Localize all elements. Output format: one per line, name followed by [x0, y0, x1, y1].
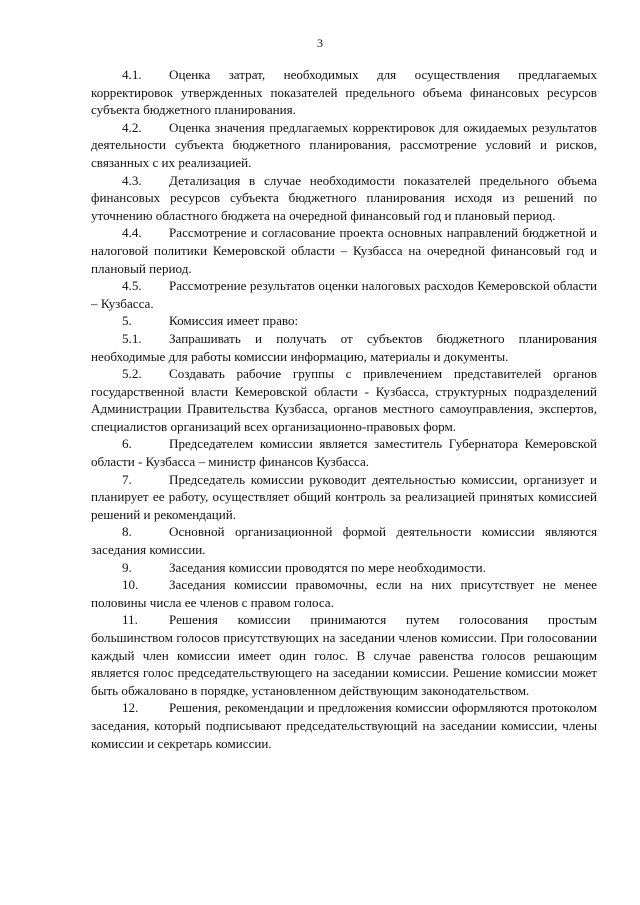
paragraph-4-1 — [91, 66, 597, 119]
paragraph-5-1 — [91, 330, 597, 365]
paragraph-number: 6. — [122, 436, 132, 452]
paragraph-number: 4.2. — [122, 119, 142, 135]
paragraph-text: Комиссия имеет право: — [169, 313, 299, 329]
paragraph-number: 5.2. — [122, 366, 142, 382]
paragraph-number: 5. — [122, 313, 132, 329]
paragraph-6 — [91, 435, 597, 470]
paragraph-number: 11. — [122, 612, 138, 628]
paragraph-text: Рассмотрение результатов оценки налоговых расходов Кемеровской области – Кузбасса. — [91, 278, 597, 311]
paragraph-text: Заседания комиссии проводятся по мере необходимости. — [169, 559, 486, 575]
paragraph-number: 9. — [122, 559, 132, 575]
paragraph-12 — [91, 699, 597, 752]
paragraph-4-4 — [91, 224, 597, 277]
paragraph-number: 12. — [122, 700, 139, 716]
paragraph-text: Решения, рекомендации и предложения комиссии оформляются протоколом заседания, который подписывают председательствующий на заседании комиссии, члены комиссии и секретарь комиссии. — [91, 700, 597, 751]
paragraph-text: Детализация в случае необходимости показателей предельного объема финансовых ресурсов субъекта бюджетного планирования исходя из решений по уточнению областного бюджета на очередной финансовый год и плановый период. — [91, 172, 597, 223]
paragraph-8 — [91, 523, 597, 558]
paragraph-number: 7. — [122, 471, 132, 487]
paragraph-text: Создавать рабочие группы с привлечением представителей органов государственной власти Кемеровской области - Кузбасса, структурных подразделений Администрации Правительства Кузбасса, органов местного самоуправления, экспертов, специалистов организаций всех организационно-правовых форм. — [91, 366, 597, 434]
paragraph-text: Председатель комиссии руководит деятельностью комиссии, организует и планирует ее работу, осуществляет общий контроль за реализацией принятых комиссией решений и рекомендаций. — [91, 471, 597, 522]
paragraph-7 — [91, 471, 597, 524]
paragraph-5 — [91, 312, 597, 330]
paragraph-text: Запрашивать и получать от субъектов бюджетного планирования необходимые для работы комиссии информацию, материалы и документы. — [91, 330, 597, 364]
paragraph-text: Рассмотрение и согласование проекта основных направлений бюджетной и налоговой политики Кемеровской области – Кузбасса на очередной финансовый год и плановый период. — [91, 225, 597, 276]
paragraph-text: Оценка затрат, необходимых для осуществления предлагаемых корректировок утвержденных показателей предельного объема финансовых ресурсов субъекта бюджетного планирования. — [91, 67, 597, 118]
paragraph-number: 4.1. — [122, 67, 142, 82]
paragraph-4-3 — [91, 172, 597, 225]
paragraph-number: 4.5. — [122, 278, 142, 294]
paragraph-text: Заседания комиссии правомочны, если на них присутствует не менее половины числа ее членов с правом голоса. — [91, 577, 597, 610]
paragraph-10 — [91, 576, 597, 611]
paragraph-text: Решения комиссии принимаются путем голосования простым большинством голосов присутствующих на заседании членов комиссии. При голосовании каждый член комиссии имеет один голос. В случае равенства голосов решающим является голос председательствующего на заседании комиссии. Решение комиссии может быть обжаловано в порядке, установленном действующим законодательством. — [91, 612, 597, 698]
paragraph-text: Основной организационной формой деятельности комиссии являются заседания комиссии. — [91, 524, 597, 558]
page-number: 3 — [317, 36, 323, 50]
paragraph-4-5 — [91, 277, 597, 312]
paragraph-text: Председателем комиссии является заместитель Губернатора Кемеровской области - Кузбасса – министр финансов Кузбасса. — [91, 436, 597, 470]
paragraph-5-2 — [91, 365, 597, 435]
paragraph-11 — [91, 611, 597, 699]
document-body — [91, 66, 597, 752]
paragraph-number: 8. — [122, 524, 132, 540]
paragraph-text: Оценка значения предлагаемых корректировок для ожидаемых результатов деятельности субъекта бюджетного планирования, рассмотрение условий и рисков, связанных с их реализацией. — [91, 119, 597, 170]
paragraph-4-2 — [91, 119, 597, 172]
paragraph-number: 4.3. — [122, 172, 142, 188]
paragraph-9 — [91, 559, 597, 577]
paragraph-number: 5.1. — [122, 330, 142, 346]
paragraph-number: 4.4. — [122, 225, 142, 241]
paragraph-number: 10. — [122, 577, 139, 593]
